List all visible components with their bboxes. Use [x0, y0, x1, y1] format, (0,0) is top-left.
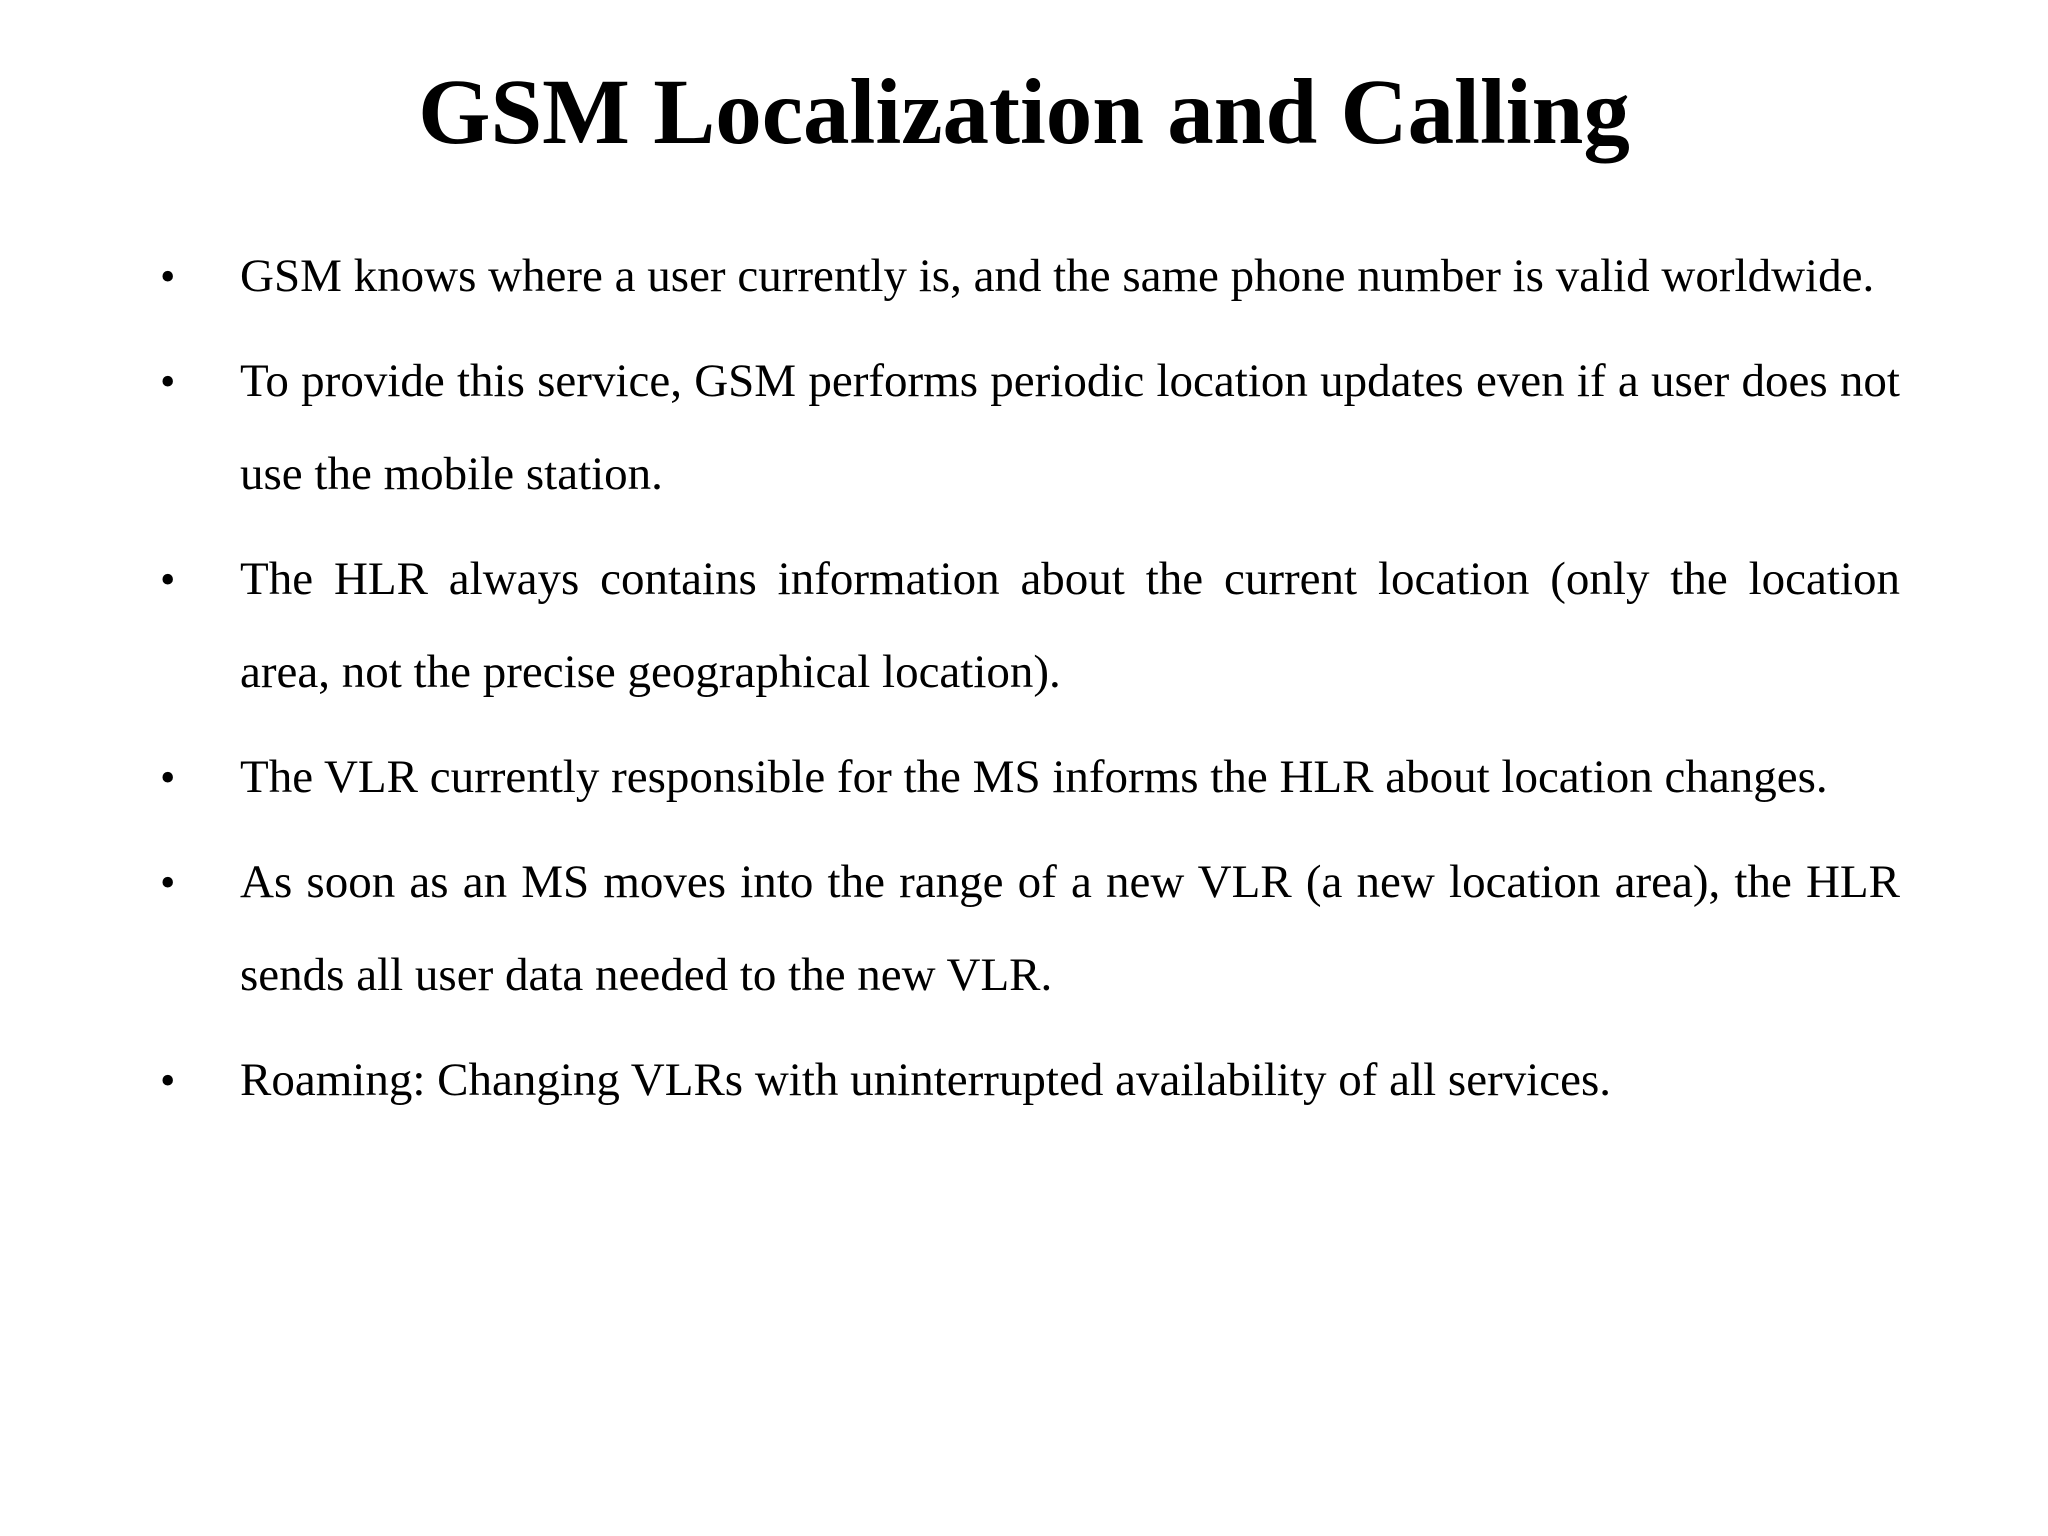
bullet-dot-icon: • [160, 555, 176, 604]
bullet-item-3 [0, 533, 2048, 719]
bullet-item-4 [0, 731, 2048, 824]
bullet-text-1: GSM knows where a user currently is, and the same phone number is valid worldwide. [240, 250, 1875, 302]
bullet-dot-icon: • [160, 1056, 176, 1105]
bullet-list [0, 230, 2048, 1139]
bullet-text-6: Roaming: Changing VLRs with uninterrupted availability of all services. [240, 1054, 1612, 1106]
bullet-text-2: To provide this service, GSM performs periodic location updates even if a user does not use the mobile station. [240, 355, 1900, 500]
bullet-item-5 [0, 836, 2048, 1022]
bullet-dot-icon: • [160, 252, 176, 301]
bullet-dot-icon: • [160, 753, 176, 802]
bullet-item-2 [0, 335, 2048, 521]
slide-title: GSM Localization and Calling [418, 61, 1630, 164]
bullet-text-4: The VLR currently responsible for the MS informs the HLR about location changes. [240, 751, 1828, 803]
bullet-dot-icon: • [160, 858, 176, 907]
bullet-text-3: The HLR always contains information about the current location (only the location area, not the precise geographical location). [240, 553, 1900, 698]
bullet-item-6 [0, 1034, 2048, 1127]
bullet-text-5: As soon as an MS moves into the range of a new VLR (a new location area), the HLR sends all user data needed to the new VLR. [240, 856, 1900, 1001]
bullet-dot-icon: • [160, 357, 176, 406]
bullet-item-1 [0, 230, 2048, 323]
